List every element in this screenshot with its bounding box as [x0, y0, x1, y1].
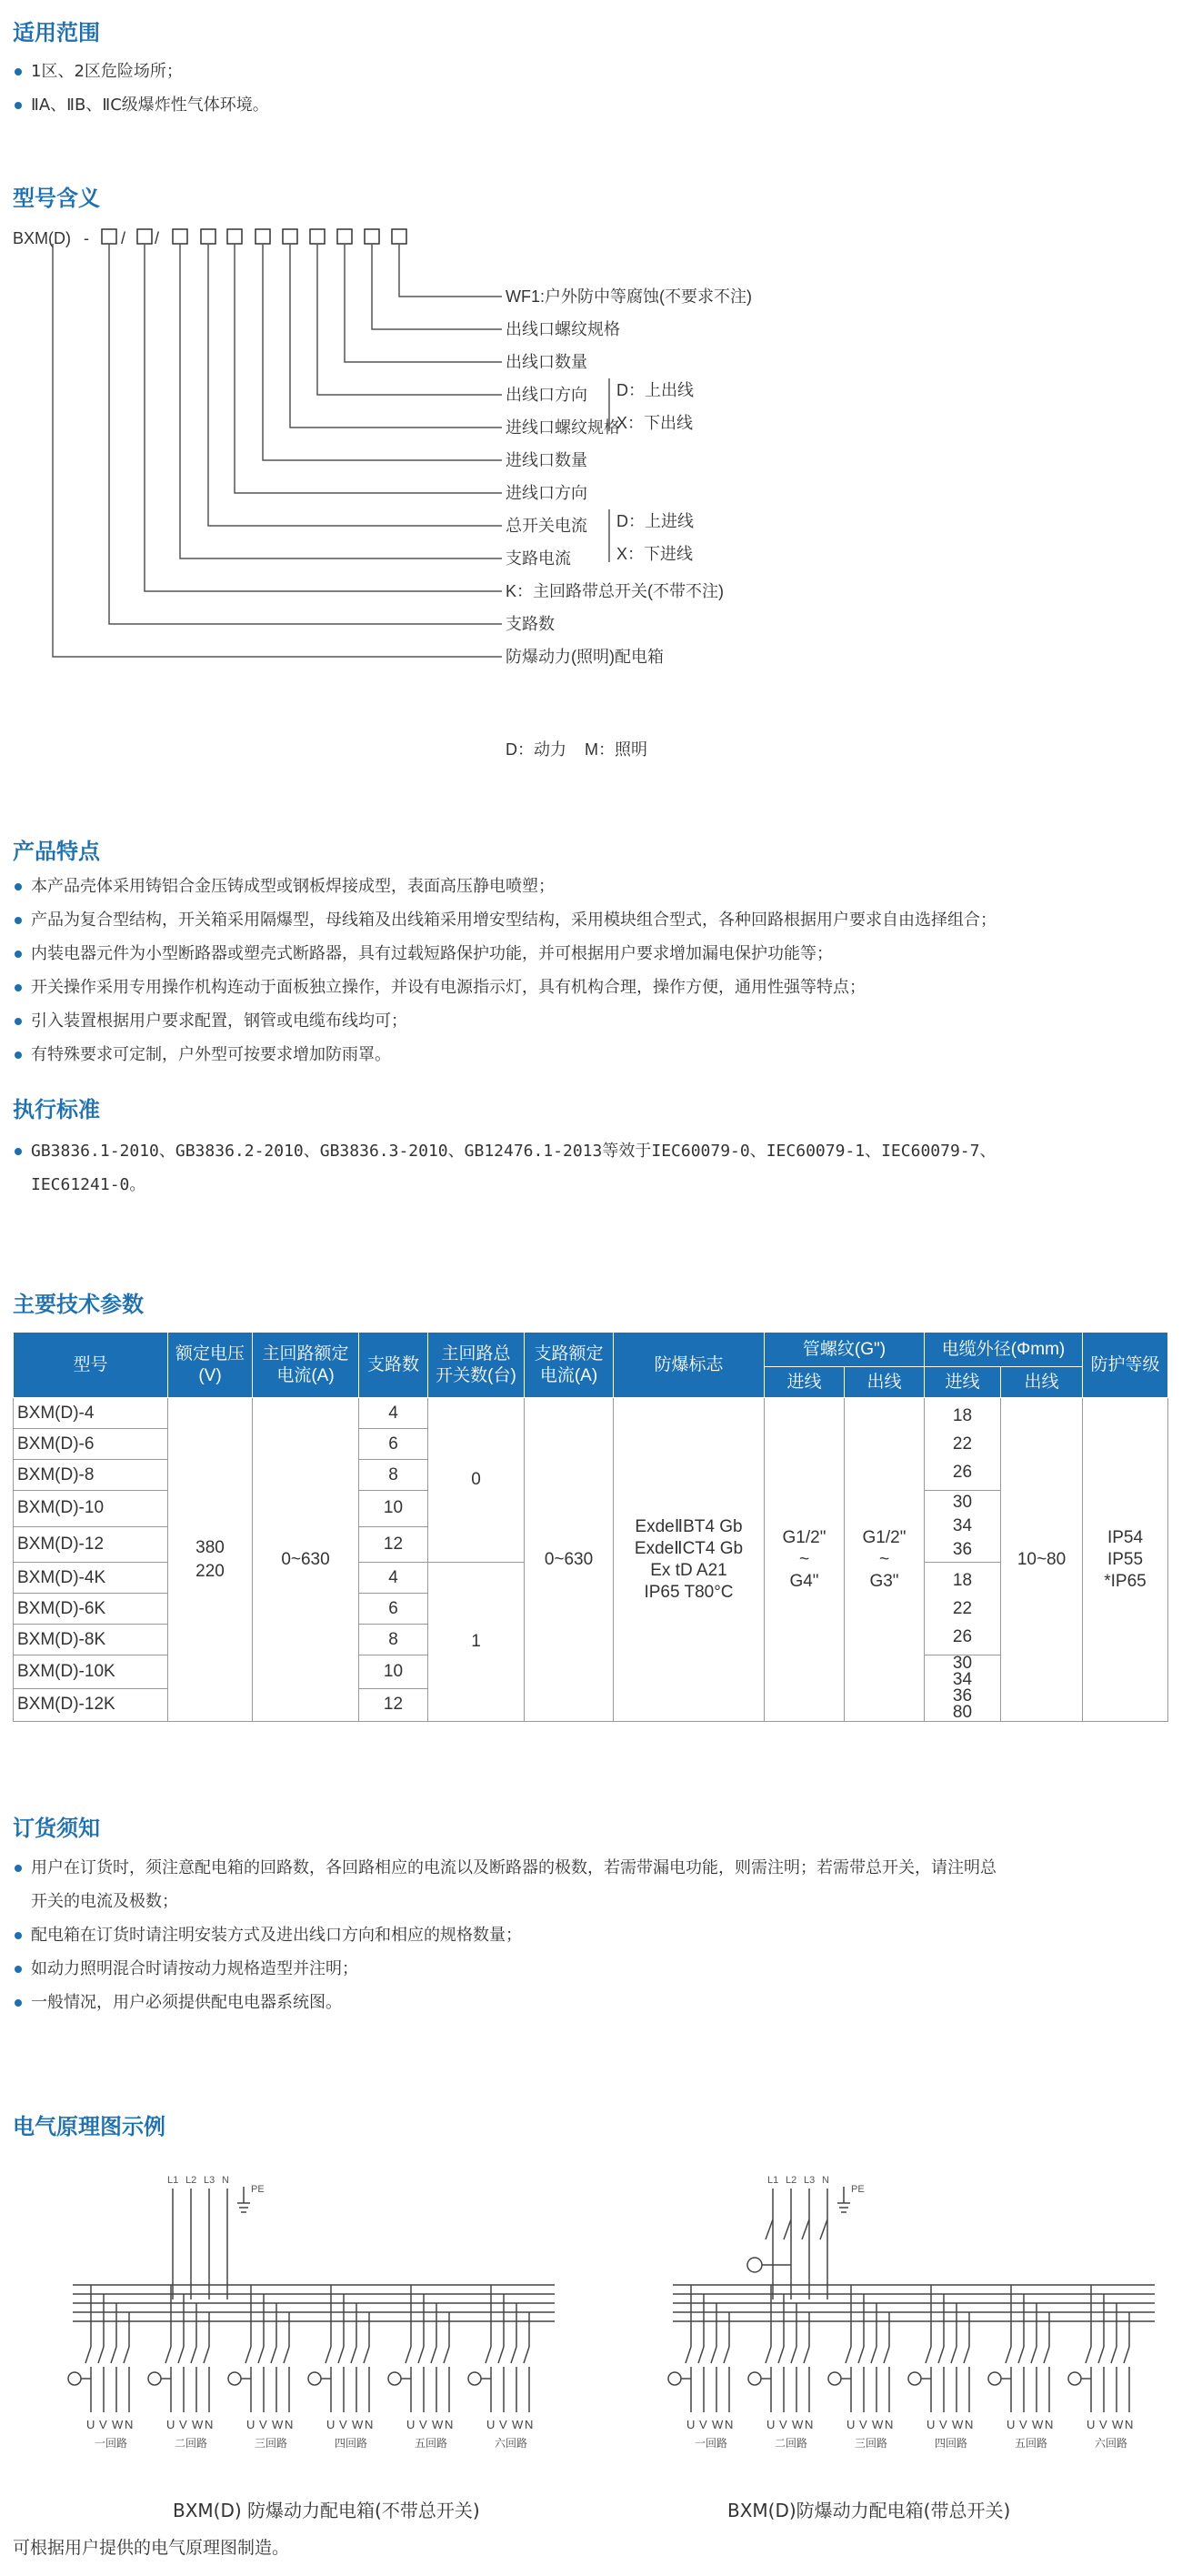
circuit-label: 四回路 [935, 2437, 968, 2450]
model-cell: BXM(D)-12K [14, 1688, 168, 1722]
indicator-lamp-icon [988, 2372, 1001, 2385]
code-box [365, 229, 379, 244]
list-item: 一般情况，用户必须提供配电电器系统图。 [13, 1986, 997, 2019]
terminal-label: W [512, 2418, 524, 2431]
code-label: 出线口螺纹规格 [506, 320, 620, 338]
standards-title: 执行标准 [13, 1097, 100, 1122]
code-label: 出线口方向 [506, 386, 587, 404]
th-branch-current: 支路额定 电流(A) [525, 1333, 614, 1398]
terminal-label: U [686, 2418, 696, 2431]
terminal-label: V [339, 2418, 347, 2431]
terminal-label: N [445, 2418, 454, 2431]
indicator-lamp-icon [388, 2372, 401, 2385]
breaker-contact [486, 2347, 491, 2363]
list-item: 1区、2区危险场所； [13, 55, 269, 88]
breaker-contact [1086, 2347, 1091, 2363]
main-switch-contact [802, 2219, 809, 2239]
standards-list [13, 1134, 996, 1202]
breaker-contact [204, 2347, 209, 2363]
terminal-label: N [125, 2418, 134, 2431]
schematic-right [668, 2187, 1155, 2412]
cable-out-cell: 10~80 [1001, 1398, 1083, 1722]
code-box [227, 229, 242, 244]
code-box [310, 229, 325, 244]
branches-cell: 4 [359, 1398, 428, 1429]
model-cell: BXM(D)-12 [14, 1526, 168, 1563]
pe-label: PE [851, 2184, 865, 2195]
model-cell: BXM(D)-10 [14, 1491, 168, 1527]
terminal-label: N [725, 2418, 734, 2431]
model-cell: BXM(D)-8K [14, 1625, 168, 1655]
scope-title: 适用范围 [13, 20, 100, 45]
model-meaning-title: 型号含义 [13, 186, 100, 211]
terminal-label: U [846, 2418, 856, 2431]
terminal-label: W [192, 2418, 204, 2431]
th-ex-mark: 防爆标志 [614, 1333, 765, 1398]
breaker-contact [724, 2347, 729, 2363]
phase-label: L1 [767, 2175, 779, 2186]
ip-cell: IP54 IP55 *IP65 [1083, 1398, 1168, 1722]
indicator-lamp-icon [148, 2372, 161, 2385]
list-item [13, 1134, 996, 1202]
th-model: 型号 [14, 1333, 168, 1398]
schematic-left [68, 2187, 555, 2412]
breaker-contact [245, 2347, 251, 2363]
terminal-label: W [352, 2418, 364, 2431]
code-label: 进线口数量 [506, 451, 587, 469]
cable-in-cell: 18 22 26 [925, 1398, 1001, 1491]
main-switch-cell: 1 [428, 1563, 525, 1722]
leader-line [345, 244, 502, 362]
branch-current-cell: 0~630 [525, 1398, 614, 1722]
in-dir-option-down: X：下进线 [616, 545, 694, 563]
breaker-contact [1031, 2347, 1037, 2363]
diagram-title: 电气原理图示例 [13, 2114, 165, 2139]
list-item: 配电箱在订货时请注明安装方式及进出线口方向和相应的规格数量； [13, 1918, 997, 1952]
code-box [102, 229, 116, 244]
schematic-diagrams [0, 2165, 1182, 2492]
code-label: WF1:户外防中等腐蚀(不要求不注) [506, 287, 752, 306]
terminal-label: W [872, 2418, 884, 2431]
indicator-lamp-icon [828, 2372, 841, 2385]
code-label: 总开关电流 [506, 517, 587, 535]
branches-cell: 10 [359, 1655, 428, 1689]
indicator-lamp-icon [228, 2372, 241, 2385]
out-dir-option-down: X：下出线 [616, 414, 694, 432]
cable-in-cell: 30 34 36 80 [925, 1655, 1001, 1722]
terminal-label: V [859, 2418, 867, 2431]
breaker-contact [778, 2347, 784, 2363]
svg-text:/: / [155, 229, 160, 247]
main-switch-contact [766, 2219, 773, 2239]
leader-line [372, 244, 502, 329]
th-voltage: 额定电压 (V) [168, 1333, 253, 1398]
terminal-label: U [1087, 2418, 1096, 2431]
circuit-label: 二回路 [775, 2437, 808, 2450]
breaker-contact [284, 2347, 289, 2363]
circuit-label: 一回路 [95, 2437, 128, 2450]
features-title: 产品特点 [13, 839, 100, 864]
breaker-contact [846, 2347, 851, 2363]
terminal-label: N [525, 2418, 534, 2431]
th-thread-in: 进线 [765, 1367, 845, 1398]
list-item: 开关操作采用专用操作机构连动于面板独立操作，并设有电源指示灯，具有机构合理，操作方便，通用性强等特点； [13, 971, 997, 1004]
list-item: 如动力照明混合时请按动力规格造型并注明； [13, 1952, 997, 1986]
terminal-label: W [1032, 2418, 1044, 2431]
terminal-label: U [927, 2418, 936, 2431]
phase-label: N [822, 2175, 829, 2186]
phase-label: L3 [204, 2175, 215, 2186]
circuit-label: 四回路 [335, 2437, 368, 2450]
indicator-lamp-icon [748, 2372, 761, 2385]
code-label: 进线口螺纹规格 [506, 418, 620, 437]
in-dir-option-up: D：上进线 [616, 512, 694, 530]
breaker-contact [191, 2347, 196, 2363]
code-box [255, 229, 270, 244]
phase-label: L1 [167, 2175, 179, 2186]
terminal-label: V [499, 2418, 507, 2431]
terminal-label: V [939, 2418, 947, 2431]
breaker-contact [1098, 2347, 1104, 2363]
leader-line [399, 244, 502, 297]
circuit-label: 六回路 [1095, 2437, 1128, 2450]
terminal-label: U [86, 2418, 95, 2431]
breaker-contact [926, 2347, 931, 2363]
code-label: 防爆动力(照明)配电箱 [506, 648, 664, 666]
code-box [392, 229, 406, 244]
breaker-contact [498, 2347, 504, 2363]
caption-right: BXM(D)防爆动力配电箱(带总开关) [727, 2500, 1011, 2521]
leader-line [235, 244, 502, 493]
th-cable: 电缆外径(Φmm) [925, 1333, 1083, 1367]
cable-in-cell: 18 22 26 [925, 1563, 1001, 1655]
code-label: 支路电流 [506, 549, 571, 568]
circuit-label: 三回路 [255, 2437, 288, 2450]
ordering-item-1-line-1: 用户在订货时，须注意配电箱的回路数，各回路相应的电流以及断路器的极数，若需带漏电功能，则需注明；若需带总开关，请注明总 [31, 1858, 997, 1877]
indicator-lamp-icon [308, 2372, 321, 2385]
code-box [337, 229, 352, 244]
terminal-label: W [952, 2418, 964, 2431]
thread-in-cell: G1/2" ~ G4" [765, 1398, 845, 1722]
breaker-contact [85, 2347, 91, 2363]
voltage-cell: 380 220 [168, 1398, 253, 1722]
branches-cell: 6 [359, 1429, 428, 1460]
phase-label: L2 [185, 2175, 197, 2186]
breaker-contact [98, 2347, 104, 2363]
th-main-current: 主回路额定 电流(A) [253, 1333, 359, 1398]
out-dir-option-up: D：上出线 [616, 381, 694, 399]
breaker-contact [444, 2347, 449, 2363]
svg-text:/: / [121, 229, 126, 247]
circuit-label: 五回路 [1015, 2437, 1048, 2450]
branches-cell: 10 [359, 1491, 428, 1527]
model-cell: BXM(D)-10K [14, 1655, 168, 1689]
leader-line [53, 244, 502, 657]
terminal-label: W [432, 2418, 444, 2431]
terminal-label: W [272, 2418, 284, 2431]
main-switch-contact [820, 2219, 827, 2239]
code-label: 进线口方向 [506, 484, 587, 502]
code-label: K：主回路带总开关(不带不注) [506, 582, 724, 600]
breaker-contact [791, 2347, 796, 2363]
terminal-label: V [1019, 2418, 1027, 2431]
terminal-label: N [805, 2418, 814, 2431]
standards-line-1: GB3836.1-2010、GB3836.2-2010、GB3836.3-2010、GB12476.1-2013等效于IEC60079-0、IEC60079-1、IEC60079-7、 [31, 1142, 997, 1161]
code-box [173, 229, 187, 244]
indicator-lamp-icon [1068, 2372, 1081, 2385]
breaker-contact [338, 2347, 344, 2363]
breaker-contact [511, 2347, 516, 2363]
ex-mark-cell: ExdeⅡBT4 Gb ExdeⅡCT4 Gb Ex tD A21 IP65 T80°C [614, 1398, 765, 1722]
indicator-lamp-icon [68, 2372, 81, 2385]
model-code-diagram [0, 218, 1182, 773]
breaker-contact [1044, 2347, 1049, 2363]
breaker-contact [686, 2347, 691, 2363]
leader-line [109, 244, 502, 624]
leader-line [208, 244, 502, 526]
indicator-lamp-icon [747, 2258, 762, 2272]
breaker-contact [271, 2347, 276, 2363]
breaker-contact [766, 2347, 771, 2363]
indicator-lamp-icon [908, 2372, 921, 2385]
terminal-label: W [712, 2418, 724, 2431]
terminal-label: N [965, 2418, 974, 2431]
terminal-label: N [1045, 2418, 1054, 2431]
footnote: 可根据用户提供的电气原理图制造。 [13, 2538, 290, 2558]
breaker-contact [858, 2347, 864, 2363]
ordering-title: 订货须知 [13, 1816, 100, 1841]
leader-line [290, 244, 502, 428]
breaker-contact [364, 2347, 369, 2363]
breaker-contact [326, 2347, 331, 2363]
terminal-label: N [205, 2418, 214, 2431]
model-cell: BXM(D)-6 [14, 1429, 168, 1460]
model-prefix: BXM(D) [13, 229, 71, 247]
leader-line [180, 244, 502, 558]
code-box [137, 229, 152, 244]
model-cell: BXM(D)-8 [14, 1460, 168, 1491]
scope-list [13, 55, 269, 122]
terminal-label: U [1007, 2418, 1016, 2431]
branches-cell: 12 [359, 1526, 428, 1563]
model-cell: BXM(D)-6K [14, 1594, 168, 1625]
th-cable-in: 进线 [925, 1367, 1001, 1398]
list-item [13, 1851, 997, 1918]
terminal-label: N [1125, 2418, 1134, 2431]
breaker-contact [351, 2347, 356, 2363]
code-box [201, 229, 215, 244]
ordering-item-1-line-2: 开关的电流及极数； [31, 1892, 178, 1911]
model-cell: BXM(D)-4 [14, 1398, 168, 1429]
breaker-contact [524, 2347, 529, 2363]
branches-cell: 6 [359, 1594, 428, 1625]
breaker-contact [711, 2347, 716, 2363]
terminal-label: V [419, 2418, 427, 2431]
breaker-contact [951, 2347, 957, 2363]
model-cell: BXM(D)-4K [14, 1563, 168, 1594]
terminal-label: V [699, 2418, 707, 2431]
standards-line-2: IEC61241-0。 [31, 1175, 146, 1194]
breaker-contact [884, 2347, 889, 2363]
terminal-label: U [166, 2418, 175, 2431]
list-item: 有特殊要求可定制，户外型可按要求增加防雨罩。 [13, 1038, 997, 1072]
terminal-label: U [766, 2418, 776, 2431]
ordering-list [13, 1851, 997, 2019]
list-item: 引入装置根据用户要求配置，钢管或电缆布线均可； [13, 1004, 997, 1038]
terminal-label: N [365, 2418, 374, 2431]
branches-cell: 4 [359, 1563, 428, 1594]
terminal-label: N [285, 2418, 294, 2431]
main-current-cell: 0~630 [253, 1398, 359, 1722]
breaker-contact [258, 2347, 264, 2363]
list-item: ⅡA、ⅡB、ⅡC级爆炸性气体环境。 [13, 88, 269, 122]
svg-text:-: - [84, 229, 89, 247]
caption-left: BXM(D) 防爆动力配电箱(不带总开关) [173, 2500, 480, 2521]
circuit-label: 六回路 [495, 2437, 528, 2450]
phase-label: L3 [804, 2175, 816, 2186]
indicator-lamp-icon [468, 2372, 481, 2385]
pe-ground-icon [237, 2187, 250, 2212]
breaker-contact [871, 2347, 876, 2363]
breaker-contact [165, 2347, 171, 2363]
branches-cell: 8 [359, 1625, 428, 1655]
breaker-contact [964, 2347, 969, 2363]
terminal-label: V [779, 2418, 787, 2431]
pe-ground-icon [837, 2187, 850, 2212]
branches-cell: 12 [359, 1688, 428, 1722]
th-thread-out: 出线 [845, 1367, 925, 1398]
breaker-contact [1124, 2347, 1129, 2363]
list-item: 本产品壳体采用铸铝合金压铸成型或钢板焊接成型，表面高压静电喷塑； [13, 870, 997, 903]
terminal-label: W [112, 2418, 124, 2431]
phase-label: L2 [786, 2175, 797, 2186]
circuit-label: 二回路 [175, 2437, 208, 2450]
pe-label: PE [251, 2184, 265, 2195]
indicator-lamp-icon [668, 2372, 681, 2385]
terminal-label: W [1112, 2418, 1124, 2431]
list-item: 产品为复合型结构，开关箱采用隔爆型，母线箱及出线箱采用增安型结构，采用模块组合型式，各种回路根据用户要求自由选择组合； [13, 903, 997, 937]
code-label: 出线口数量 [506, 353, 587, 371]
terminal-label: V [259, 2418, 267, 2431]
terminal-label: U [406, 2418, 416, 2431]
breaker-contact [124, 2347, 129, 2363]
breaker-contact [406, 2347, 411, 2363]
main-switch-contact [784, 2219, 791, 2239]
phase-label: N [222, 2175, 229, 2186]
terminal-label: N [885, 2418, 894, 2431]
circuit-label: 一回路 [695, 2437, 728, 2450]
thread-out-cell: G1/2" ~ G3" [845, 1398, 925, 1722]
terminal-label: V [179, 2418, 187, 2431]
terminal-label: U [486, 2418, 496, 2431]
list-item: 内装电器元件为小型断路器或塑壳式断路器，具有过载短路保护功能，并可根据用户要求增加漏电保护功能等； [13, 937, 997, 971]
dm-line: D：动力 M：照明 [506, 740, 647, 759]
code-box [283, 229, 297, 244]
th-main-switch: 主回路总 开关数(台) [428, 1333, 525, 1398]
cable-in-cell: 30 34 36 [925, 1491, 1001, 1563]
breaker-contact [418, 2347, 424, 2363]
params-table [13, 1332, 1168, 1722]
breaker-contact [178, 2347, 184, 2363]
breaker-contact [804, 2347, 809, 2363]
th-cable-out: 出线 [1001, 1367, 1083, 1398]
breaker-contact [1111, 2347, 1117, 2363]
breaker-contact [1018, 2347, 1024, 2363]
th-thread: 管螺纹(G") [765, 1333, 925, 1367]
code-label: 支路数 [506, 615, 555, 633]
terminal-label: W [792, 2418, 804, 2431]
terminal-label: V [1099, 2418, 1107, 2431]
th-branches: 支路数 [359, 1333, 428, 1398]
th-ip: 防护等级 [1083, 1333, 1168, 1398]
circuit-label: 三回路 [855, 2437, 888, 2450]
breaker-contact [111, 2347, 116, 2363]
features-list [13, 870, 997, 1072]
circuit-label: 五回路 [415, 2437, 448, 2450]
params-title: 主要技术参数 [13, 1292, 144, 1317]
branches-cell: 8 [359, 1460, 428, 1491]
terminal-label: U [326, 2418, 336, 2431]
main-switch-cell: 0 [428, 1398, 525, 1563]
breaker-contact [431, 2347, 436, 2363]
breaker-contact [938, 2347, 944, 2363]
breaker-contact [1006, 2347, 1011, 2363]
breaker-contact [698, 2347, 704, 2363]
terminal-label: V [99, 2418, 107, 2431]
terminal-label: U [246, 2418, 255, 2431]
